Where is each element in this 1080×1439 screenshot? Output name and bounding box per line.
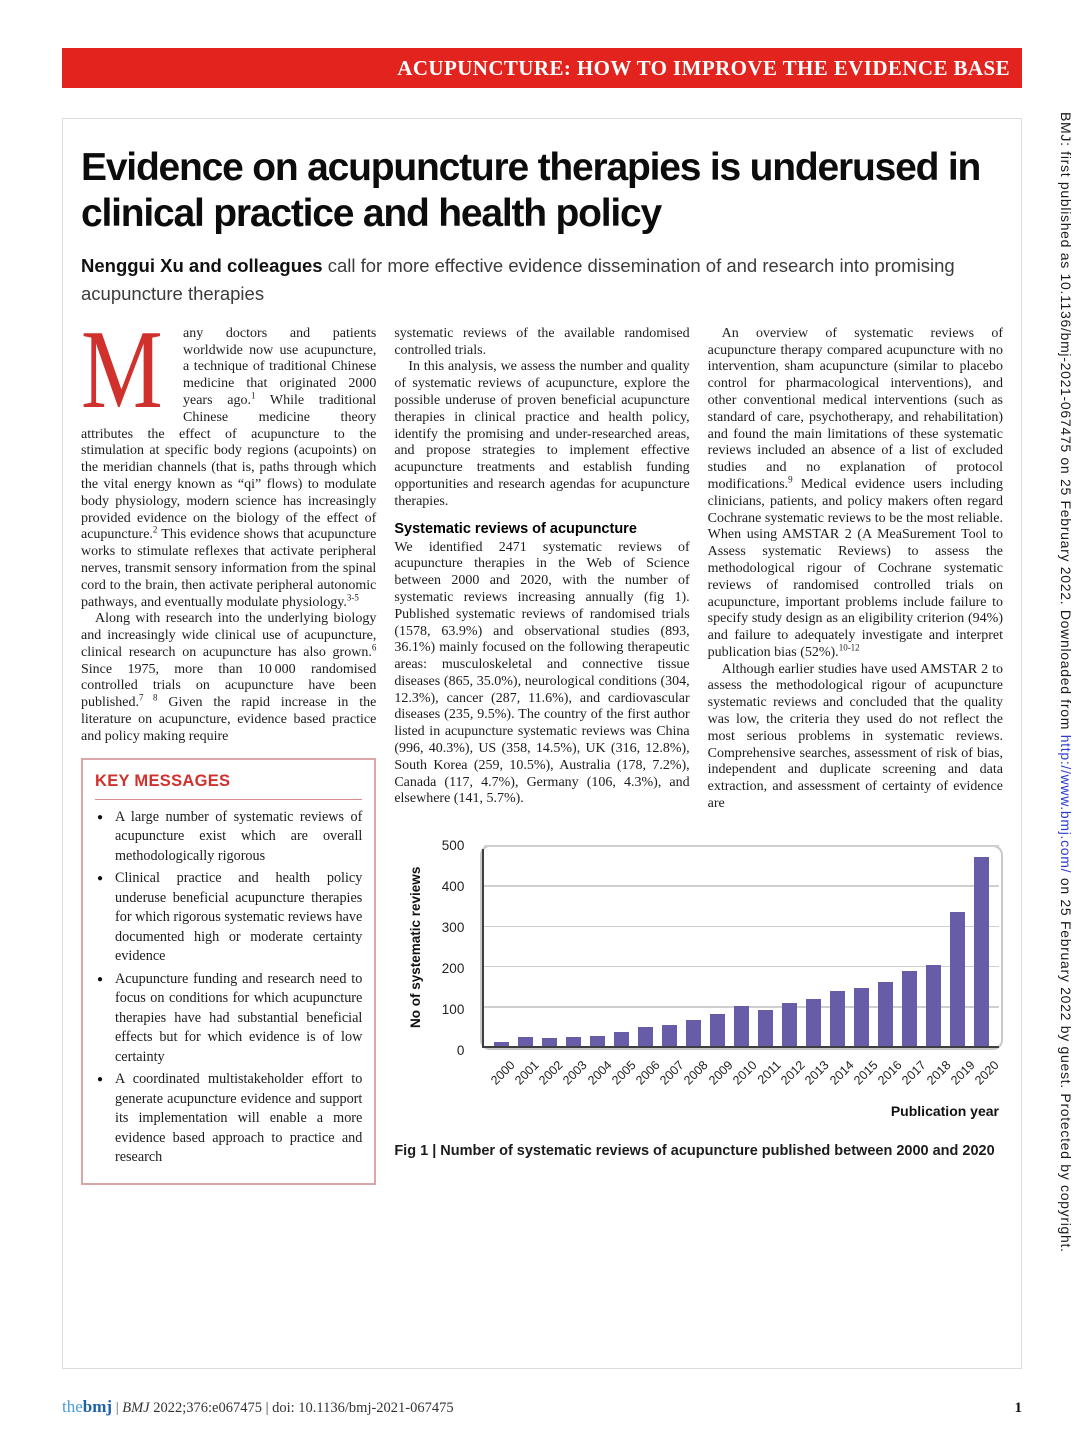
byline-standfirst: call for more effective evidence dissemination of and research into promising acupuncture therapies <box>81 255 955 304</box>
key-message-item: ● A coordinated multistakeholder effort to generate acupuncture evidence and support its implementation will enable a more evidence based approach to practice and research <box>95 1070 362 1168</box>
x-tick-2005: 2005 <box>608 1057 639 1088</box>
bar-2005 <box>614 1032 629 1046</box>
y-tick-100: 100 <box>441 1001 465 1017</box>
x-tick-2013: 2013 <box>802 1057 833 1088</box>
key-messages-box <box>81 758 376 1185</box>
y-tick-400: 400 <box>441 878 465 894</box>
x-tick-2015: 2015 <box>851 1057 881 1088</box>
bmj-logo-the: the <box>62 1397 83 1416</box>
y-tick-0: 0 <box>456 1042 465 1058</box>
content-columns <box>81 307 1003 1185</box>
column-3 <box>708 326 1003 839</box>
bar-slot <box>898 847 922 1046</box>
x-tick-slot <box>560 1053 590 1101</box>
journal-name: BMJ <box>122 1400 150 1416</box>
bar-2009 <box>710 1014 725 1046</box>
paragraph-growth: Along with research into the underlying biology and increasingly wide clinical use of acupuncture, clinical research on acupuncture has also grown.$^6$ Since 1975, more than 10 000 randomised controlled trials on acupuncture have been published.$^{7 8}$ Given the rapid increase in the literature on acupuncture, evidence based practice and policy making require <box>81 611 377 744</box>
x-tick-2014: 2014 <box>826 1057 857 1088</box>
bar-2004 <box>590 1036 605 1046</box>
bar-2001 <box>518 1037 533 1045</box>
bmj-url-link[interactable]: http://www.bmj.com/ <box>1058 734 1074 874</box>
chart-plot <box>480 845 1003 1050</box>
bar-2016 <box>878 982 893 1046</box>
x-tick-slot <box>972 1053 1002 1101</box>
bar-2018 <box>926 965 941 1045</box>
paragraph-analysis: In this analysis, we assess the number and quality of systematic reviews of acupuncture, explore the possible underuse of proven beneficial acupuncture therapies in clinical practice and health policy, identify the promising and under-researched areas, and propose strategies to implement effective acupuncture treatments and establish funding opportunities and research agendas for acupuncture therapies. <box>394 359 690 509</box>
key-messages-list <box>95 808 362 1168</box>
bar-slot <box>537 847 561 1046</box>
bar-slot <box>730 847 754 1046</box>
x-tick-slot <box>705 1053 736 1101</box>
x-tick-2017: 2017 <box>899 1057 930 1088</box>
bar-2007 <box>662 1025 677 1046</box>
x-tick-2007: 2007 <box>657 1057 687 1088</box>
x-tick-slot <box>851 1053 881 1101</box>
bar-2013 <box>806 999 821 1046</box>
reference-superscript: 7 8 <box>138 692 158 703</box>
paragraph-continuation: systematic reviews of the available randomised controlled trials. <box>394 325 690 358</box>
byline-authors: Nenggui Xu and colleagues <box>81 255 323 277</box>
bar-slot <box>634 847 658 1046</box>
bar-2012 <box>782 1003 797 1046</box>
x-axis-line <box>482 1046 999 1048</box>
footer <box>62 1397 1022 1417</box>
bar-2006 <box>638 1027 653 1045</box>
bar-2008 <box>686 1020 701 1046</box>
x-tick-2004: 2004 <box>584 1057 615 1088</box>
bmj-logo-bmj: bmj <box>82 1397 113 1416</box>
bar-slot <box>802 847 826 1046</box>
paragraph-intro <box>81 307 377 612</box>
paragraph-amstar: Although earlier studies have used AMSTAR 2 to assess the methodological rigour of acupuncture systematic reviews and concluded that the quality was low, the criteria they used do not reflect the most serious problems in systematic reviews. Comprehensive searches, assessment of risk of bias, independent and duplicate screening and data extraction, and assessment of certainty of evidence are <box>707 661 1003 812</box>
bar-2020 <box>974 857 989 1046</box>
x-tick-2016: 2016 <box>875 1057 905 1088</box>
bars <box>485 847 998 1046</box>
byline <box>81 252 1001 308</box>
x-tick-2012: 2012 <box>778 1057 808 1088</box>
dropcap-letter: M <box>81 307 163 432</box>
bar-slot <box>706 847 730 1046</box>
x-tick-slot <box>657 1053 687 1101</box>
figure-1 <box>394 837 1003 1185</box>
x-tick-slot <box>947 1053 978 1101</box>
bar-slot <box>585 847 609 1046</box>
bar-slot <box>874 847 898 1046</box>
x-tick-2000: 2000 <box>487 1057 518 1088</box>
bar-2019 <box>950 912 965 1046</box>
y-axis-line <box>482 849 484 1048</box>
x-tick-2003: 2003 <box>560 1057 590 1088</box>
x-tick-2008: 2008 <box>681 1057 712 1088</box>
x-tick-slot <box>608 1053 639 1101</box>
x-tick-slot <box>754 1053 784 1101</box>
copyright-sidebar <box>1044 112 1074 1434</box>
section-heading-systematic-reviews: Systematic reviews of acupuncture <box>394 520 637 537</box>
paragraph-identified: We identified 2471 systematic reviews of acupuncture therapies in the Web of Science between 2000 and 2020, with the number of systematic reviews increasing annually (fig 1). Published systematic reviews of randomised trials (1578, 63.9%) and observational studies (893, 36.1%) mainly focused on the following therapeutic areas: musculoskeletal and connective tissue diseases (865, 35.0%), neurological conditions (304, 12.3%), cancer (287, 11.6%), and cardiovascular diseases (235, 9.5%). The country of the first author listed in acupuncture systematic reviews was China (996, 40.3%), US (358, 14.5%), UK (316, 12.8%), South Korea (259, 10.5%), Australia (178, 7.2%), Canada (117, 4.7%), Germany (106, 4.3%), and elsewhere (141, 5.7%). <box>394 539 690 807</box>
x-tick-slot <box>487 1053 518 1101</box>
bar-slot <box>609 847 633 1046</box>
column-2 <box>394 326 689 839</box>
y-axis-title: No of systematic reviews <box>408 866 424 1028</box>
x-tick-slot <box>511 1053 542 1101</box>
bar-slot <box>513 847 537 1046</box>
bar-slot <box>778 847 802 1046</box>
fig1-bar-chart <box>394 837 1003 1119</box>
bar-slot <box>561 847 585 1046</box>
x-tick-2009: 2009 <box>705 1057 736 1088</box>
reference-superscript: 9 <box>788 474 793 485</box>
bar-2011 <box>758 1010 773 1046</box>
bar-slot <box>489 847 513 1046</box>
x-tick-slot <box>899 1053 930 1101</box>
bar-slot <box>754 847 778 1046</box>
x-tick-2010: 2010 <box>729 1057 760 1088</box>
x-tick-2001: 2001 <box>511 1057 542 1088</box>
footer-citation <box>62 1397 454 1417</box>
key-messages-title: KEY MESSAGES <box>95 772 362 800</box>
copyright-text-after: on 25 February 2022 by guest. Protected by copyright. <box>1058 873 1074 1253</box>
bar-2014 <box>830 991 845 1046</box>
key-message-item: ● Clinical practice and health policy underuse beneficial acupuncture therapies for which rigorous systematic reviews have documented high or moderate certainty evidence <box>95 869 362 967</box>
topic-banner: ACUPUNCTURE: HOW TO IMPROVE THE EVIDENCE BASE <box>62 48 1022 88</box>
article-frame <box>62 118 1022 1369</box>
x-tick-2019: 2019 <box>947 1057 978 1088</box>
copyright-text-before: BMJ: first published as 10.1136/bmj-2021-067475 on 25 February 2022. Downloaded from <box>1058 112 1074 735</box>
x-tick-slot <box>923 1053 954 1101</box>
y-tick-labels <box>394 837 474 1058</box>
bar-slot <box>682 847 706 1046</box>
x-tick-slot <box>633 1053 663 1101</box>
bar-2010 <box>734 1006 749 1046</box>
bar-2015 <box>854 988 869 1046</box>
citation-doi: 2022;376:e067475 | doi: 10.1136/bmj-2021-067475 <box>149 1400 454 1416</box>
x-axis-title: Publication year <box>890 1102 999 1119</box>
reference-superscript: 6 <box>371 642 377 653</box>
y-tick-200: 200 <box>441 960 465 976</box>
bar-slot <box>946 847 970 1046</box>
bar-slot <box>658 847 682 1046</box>
x-tick-2002: 2002 <box>536 1057 566 1088</box>
figure-caption: Fig 1 | Number of systematic reviews of acupuncture published between 2000 and 2020 <box>394 1142 995 1159</box>
bar-slot <box>826 847 850 1046</box>
x-tick-2018: 2018 <box>923 1057 954 1088</box>
reference-superscript: 3-5 <box>346 591 359 602</box>
x-tick-slot <box>802 1053 833 1101</box>
x-tick-slot <box>536 1053 566 1101</box>
x-tick-labels <box>480 1053 1003 1101</box>
x-tick-2020: 2020 <box>972 1057 1002 1088</box>
bar-2003 <box>566 1037 581 1045</box>
paragraph-overview: An overview of systematic reviews of acupuncture therapy compared acupuncture with no intervention, sham acupuncture (similar to placebo control for pharmacological interventions), and other conventional medical interventions (such as standard of care, psychotherapy, and rehabilitation) and found the main limitations of these systematic reviews included an absence of a list of excluded studies and no explanation of protocol modifications.$^9$ Medical evidence users including clinicians, patients, and policy makers often regard Cochrane systematic reviews to be the most reliable. When using AMSTAR 2 (A MeaSurement Tool to Assess systematic Reviews) to assess the methodological rigour of Cochrane systematic reviews of randomised controlled trials on acupuncture, important problems include failure to specify study design as an eligibility criterion (94%) and failure to adequately investigate and interpret publication bias (52%).$^{10-12}$ <box>707 325 1003 660</box>
reference-superscript: 1 <box>250 390 256 401</box>
y-tick-300: 300 <box>441 919 465 935</box>
page-title: Evidence on acupuncture therapies is underused in clinical practice and health policy <box>81 146 981 235</box>
column-1 <box>81 307 377 1185</box>
reference-superscript: 10-12 <box>838 642 860 653</box>
bar-2002 <box>542 1038 557 1046</box>
bar-slot <box>850 847 874 1046</box>
x-tick-slot <box>681 1053 712 1101</box>
page-number: 1 <box>1014 1400 1022 1416</box>
y-tick-500: 500 <box>441 837 465 853</box>
reference-superscript: 2 <box>152 524 158 535</box>
bar-2017 <box>902 971 917 1046</box>
bar-slot <box>970 847 994 1046</box>
x-tick-slot <box>826 1053 857 1101</box>
x-tick-2011: 2011 <box>754 1057 784 1087</box>
x-tick-slot <box>778 1053 808 1101</box>
x-tick-slot <box>584 1053 615 1101</box>
footer-separator: | <box>112 1400 123 1416</box>
key-message-item: ● Acupuncture funding and research need to focus on conditions for which acupuncture therapies have had substantial beneficial effects but for which evidence is of low certainty <box>95 970 362 1068</box>
bar-slot <box>922 847 946 1046</box>
x-tick-slot <box>875 1053 905 1101</box>
paragraph-intro-text: any doctors and patients worldwide now use acupuncture, a technique of traditional Chinese medicine that originated 2000 years ago.$^1$ While traditional Chinese medicine theory attributes the effect of acupuncture to the stimulation at specific body regions (acupoints) on the meridian channels (that is, paths through which the vital energy known as “qi” flows) to modulate body physiology, modern science has increasingly provided evidence on the biology of the effect of acupuncture.$^2$ This evidence shows that acupuncture works to stimulate reflexes that activate peripheral nerves, transmit sensory information from the spinal cord to the brain, then activate peripheral autonomic pathways, and eventually modulate physiology.$^{3-5}$ <box>81 325 377 610</box>
x-tick-slot <box>729 1053 760 1101</box>
key-message-item: ● A large number of systematic reviews of acupuncture exist which are overall methodologically rigorous <box>95 808 362 867</box>
x-tick-2006: 2006 <box>633 1057 663 1088</box>
